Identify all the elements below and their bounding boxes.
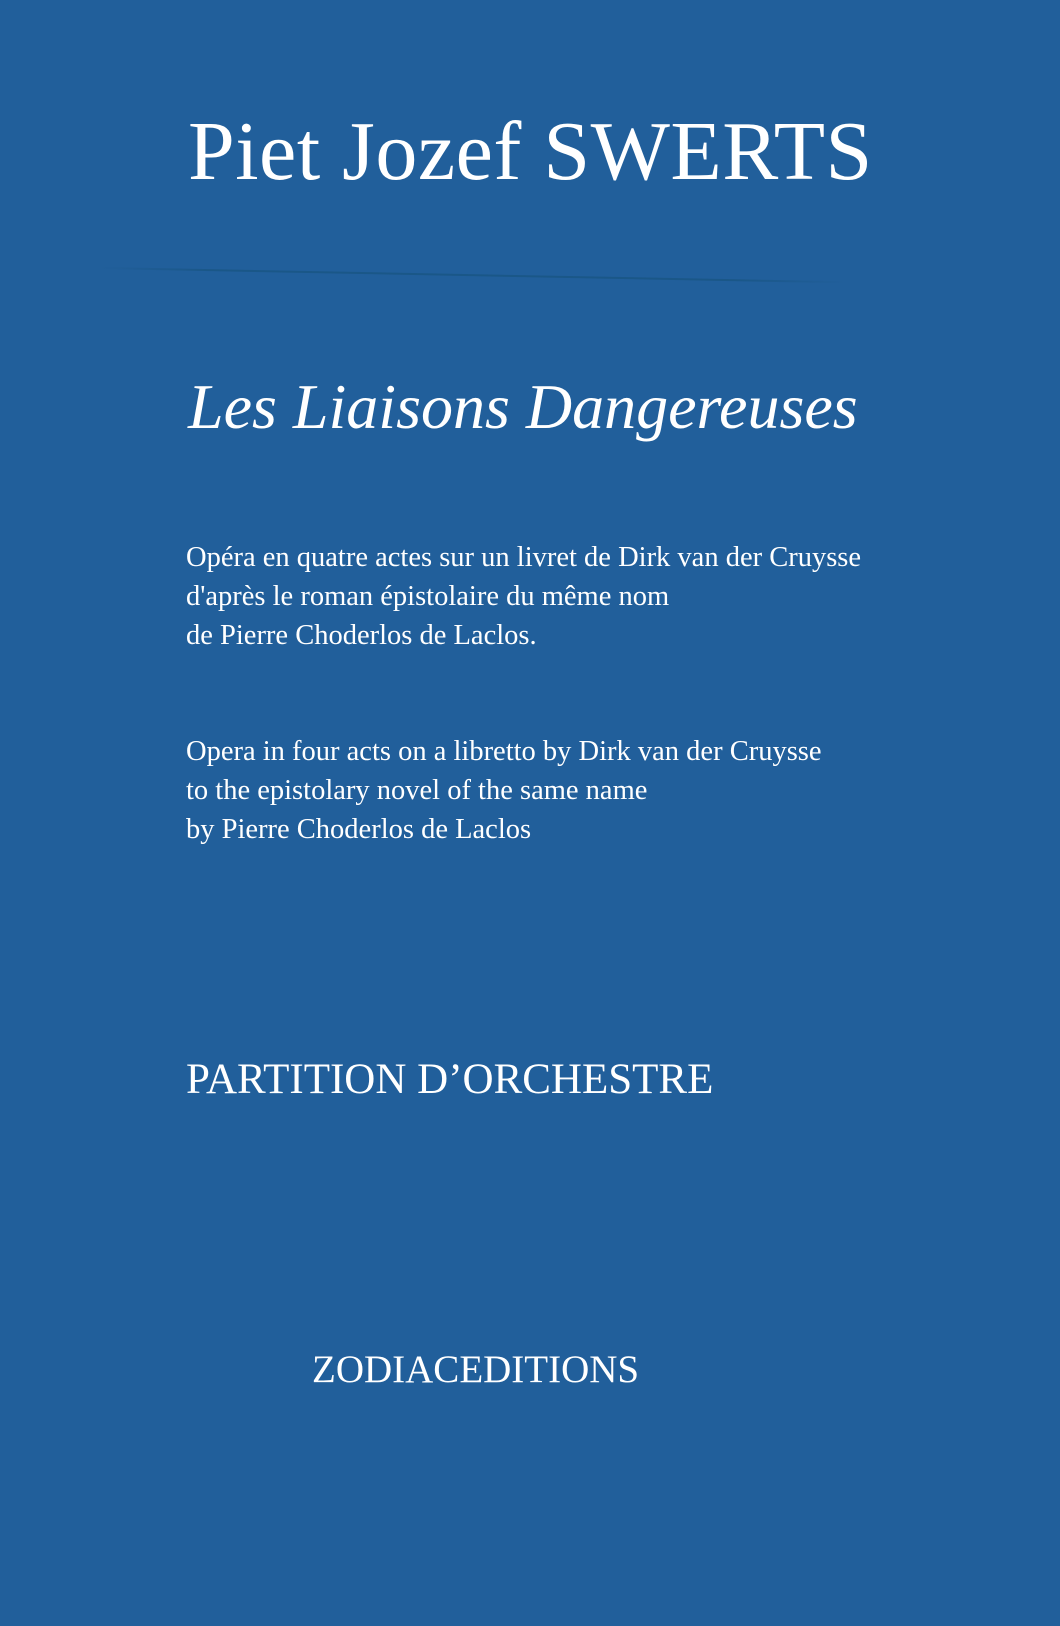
description-line: to the epistolary novel of the same name bbox=[186, 775, 648, 806]
description-line: Opéra en quatre actes sur un livret de Dirk van der Cruysse bbox=[186, 542, 862, 573]
description-french bbox=[186, 538, 861, 655]
description-line: Opera in four acts on a libretto by Dirk van der Cruysse bbox=[186, 736, 822, 767]
publisher-name: ZODIACEDITIONS bbox=[312, 1348, 640, 1391]
score-type: PARTITION D’ORCHESTRE bbox=[186, 1056, 714, 1103]
description-line: de Pierre Choderlos de Laclos. bbox=[186, 620, 537, 651]
description-english bbox=[186, 732, 822, 849]
composer-name: Piet Jozef SWERTS bbox=[188, 105, 873, 198]
description-line: by Pierre Choderlos de Laclos bbox=[186, 814, 532, 845]
description-line: d'après le roman épistolaire du même nom bbox=[186, 581, 670, 612]
work-title: Les Liaisons Dangereuses bbox=[188, 371, 858, 442]
title-divider bbox=[100, 267, 845, 283]
